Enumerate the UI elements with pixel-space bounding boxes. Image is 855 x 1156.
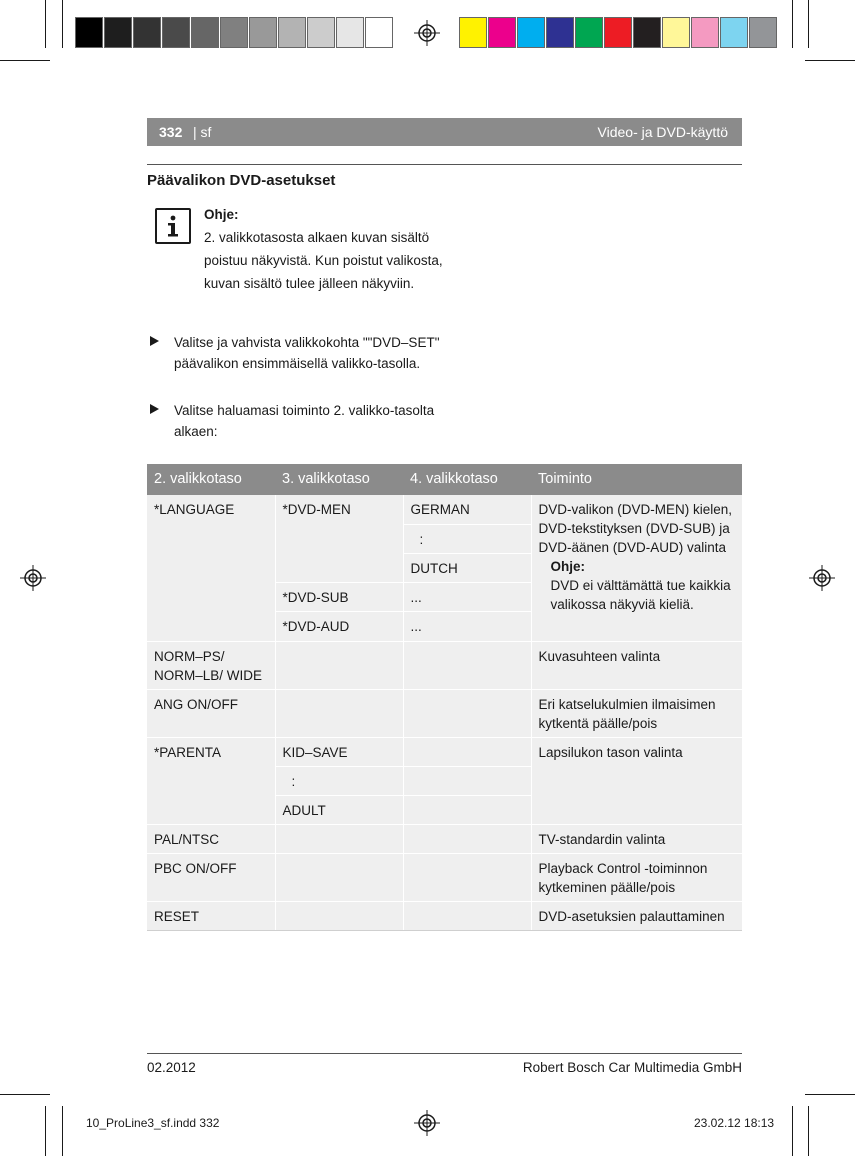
- color-swatch: [575, 17, 603, 48]
- column-header: 3. valikkotaso: [275, 464, 403, 495]
- table-row: [147, 689, 742, 737]
- note-label: Ohje:: [204, 207, 239, 222]
- level2-cell: NORM–PS/ NORM–LB/ WIDE: [147, 641, 275, 689]
- table-row: [147, 901, 742, 930]
- footer-rule: [147, 1053, 742, 1054]
- level4-cell: [403, 766, 531, 795]
- table-row: [147, 495, 742, 524]
- color-swatch: [278, 17, 306, 48]
- crop-mark: [808, 0, 809, 48]
- process-colorbar: [459, 17, 778, 48]
- level4-cell: [403, 824, 531, 853]
- level4-cell: ...: [403, 582, 531, 611]
- color-swatch: [104, 17, 132, 48]
- color-swatch: [459, 17, 487, 48]
- color-swatch: [75, 17, 103, 48]
- color-swatch: [604, 17, 632, 48]
- color-swatch: [133, 17, 161, 48]
- registration-mark-icon: [20, 565, 46, 591]
- level4-cell: DUTCH: [403, 553, 531, 582]
- color-swatch: [517, 17, 545, 48]
- level4-cell: :: [403, 524, 531, 553]
- info-icon: [155, 208, 191, 244]
- page-header: [147, 118, 742, 146]
- slug-timestamp: 23.02.12 18:13: [694, 1116, 775, 1130]
- slug-file: 10_ProLine3_sf.indd 332: [86, 1116, 220, 1130]
- level2-cell: *PARENTA: [147, 737, 275, 824]
- table-header-row: [147, 464, 742, 495]
- level3-cell: *DVD-MEN: [275, 495, 403, 582]
- level2-cell: RESET: [147, 901, 275, 930]
- table-row: [147, 737, 742, 766]
- language-code: | sf: [193, 124, 212, 140]
- color-swatch: [691, 17, 719, 48]
- level4-cell: [403, 853, 531, 901]
- color-swatch: [307, 17, 335, 48]
- column-header: 2. valikkotaso: [147, 464, 275, 495]
- color-swatch: [191, 17, 219, 48]
- level4-cell: GERMAN: [403, 495, 531, 524]
- level3-cell: *DVD-SUB: [275, 582, 403, 611]
- page-number: 332: [159, 124, 183, 140]
- arrow-bullet-icon: [150, 404, 159, 414]
- level4-cell: ...: [403, 611, 531, 641]
- level3-cell: [275, 689, 403, 737]
- column-header: 4. valikkotaso: [403, 464, 531, 495]
- function-cell: TV-standardin valinta: [531, 824, 742, 853]
- page-title: Päävalikon DVD-asetukset: [147, 172, 336, 189]
- color-swatch: [720, 17, 748, 48]
- level4-cell: [403, 795, 531, 824]
- note-text: 2. valikkotasosta alkaen kuvan sisältö poistuu näkyvistä. Kun poistut valikosta, kuvan sisältö tulee jälleen näkyviin.: [204, 230, 443, 291]
- function-cell: Lapsilukon tason valinta: [531, 737, 742, 824]
- level2-cell: *LANGUAGE: [147, 495, 275, 641]
- crop-mark: [62, 0, 63, 48]
- crop-mark: [792, 1106, 793, 1156]
- color-swatch: [749, 17, 777, 48]
- color-swatch: [220, 17, 248, 48]
- color-swatch: [488, 17, 516, 48]
- crop-mark: [62, 1106, 63, 1156]
- table-row: [147, 641, 742, 689]
- section-name: Video- ja DVD-käyttö: [597, 124, 728, 140]
- function-cell: Playback Control -toiminnon kytkeminen päälle/pois: [531, 853, 742, 901]
- note-box: [204, 203, 444, 295]
- grayscale-colorbar: [75, 17, 394, 48]
- footer-date: 02.2012: [147, 1060, 196, 1075]
- level4-cell: [403, 737, 531, 766]
- color-swatch: [365, 17, 393, 48]
- crop-mark: [45, 1106, 46, 1156]
- registration-mark-icon: [414, 1110, 440, 1136]
- registration-mark-icon: [414, 20, 440, 46]
- crop-mark: [45, 0, 46, 48]
- level4-cell: [403, 641, 531, 689]
- dvd-settings-table: [147, 464, 742, 931]
- footer-company: Robert Bosch Car Multimedia GmbH: [522, 1060, 742, 1075]
- crop-mark: [808, 1106, 809, 1156]
- header-rule: [147, 164, 742, 165]
- function-text: DVD-valikon (DVD-MEN) kielen, DVD-tekstityksen (DVD-SUB) ja DVD-äänen (DVD-AUD) valinta: [538, 502, 733, 555]
- function-cell: [531, 495, 742, 641]
- crop-mark: [805, 60, 855, 61]
- level4-cell: [403, 901, 531, 930]
- level4-cell: [403, 689, 531, 737]
- step-text: Valitse ja vahvista valikkokohta ""DVD–SET" päävalikon ensimmäisellä valikko-tasolla.: [174, 335, 440, 371]
- color-swatch: [633, 17, 661, 48]
- color-swatch: [336, 17, 364, 48]
- column-header: Toiminto: [531, 464, 742, 495]
- function-cell: DVD-asetuksien palauttaminen: [531, 901, 742, 930]
- level3-cell: [275, 853, 403, 901]
- instruction-step: [150, 400, 440, 442]
- instruction-step: [150, 332, 440, 374]
- level3-cell: [275, 641, 403, 689]
- function-note-text: DVD ei välttämättä tue kaikkia valikossa näkyviä kieliä.: [550, 578, 731, 612]
- color-swatch: [662, 17, 690, 48]
- level2-cell: PBC ON/OFF: [147, 853, 275, 901]
- color-swatch: [546, 17, 574, 48]
- color-swatch: [162, 17, 190, 48]
- function-cell: Kuvasuhteen valinta: [531, 641, 742, 689]
- crop-mark: [792, 0, 793, 48]
- step-text: Valitse haluamasi toiminto 2. valikko-tasolta alkaen:: [174, 403, 435, 439]
- level3-cell: :: [275, 766, 403, 795]
- table-row: [147, 824, 742, 853]
- crop-mark: [0, 1094, 50, 1095]
- crop-mark: [805, 1094, 855, 1095]
- level3-cell: KID–SAVE: [275, 737, 403, 766]
- level2-cell: PAL/NTSC: [147, 824, 275, 853]
- level3-cell: *DVD-AUD: [275, 611, 403, 641]
- arrow-bullet-icon: [150, 336, 159, 346]
- level3-cell: ADULT: [275, 795, 403, 824]
- crop-mark: [0, 60, 50, 61]
- level3-cell: [275, 824, 403, 853]
- registration-mark-icon: [809, 565, 835, 591]
- function-cell: Eri katselukulmien ilmaisimen kytkentä päälle/pois: [531, 689, 742, 737]
- level2-cell: ANG ON/OFF: [147, 689, 275, 737]
- color-swatch: [249, 17, 277, 48]
- level3-cell: [275, 901, 403, 930]
- table-row: [147, 853, 742, 901]
- function-note-label: Ohje:: [550, 559, 586, 574]
